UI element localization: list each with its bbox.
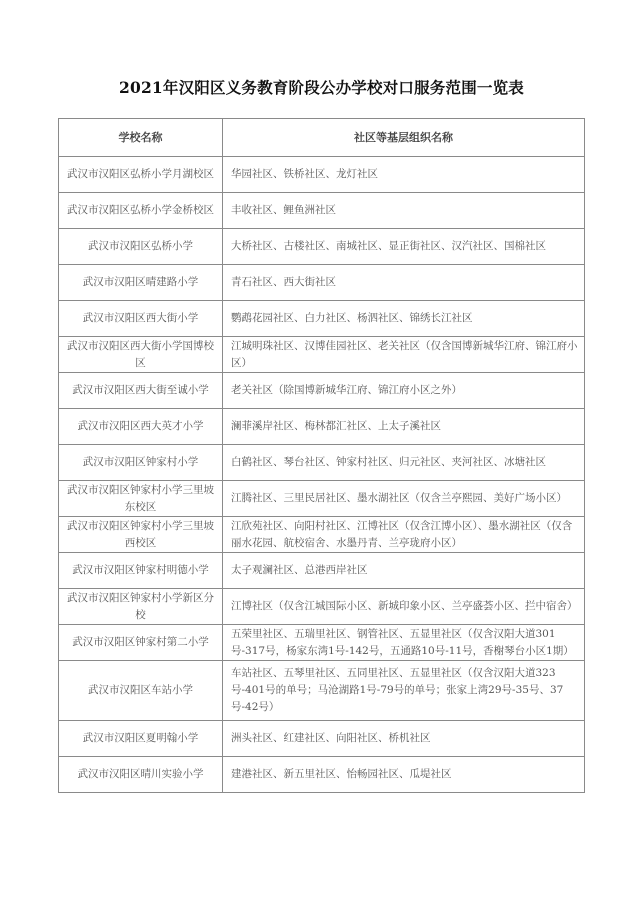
- community-cell: 五荣里社区、五瑞里社区、钢管社区、五显里社区（仅含汉阳大道301号-317号，杨家东湾1号-142号，五通路10号-11号，香榭琴台小区1期）: [223, 625, 585, 661]
- community-cell: 江博社区（仅含江城国际小区、新城印象小区、兰亭盛荟小区、拦中宿舍）: [223, 589, 585, 625]
- table-row: [59, 481, 585, 517]
- community-cell: 澜菲溪岸社区、梅林都汇社区、上太子溪社区: [223, 409, 585, 445]
- table-row: [59, 229, 585, 265]
- school-name-cell: 武汉市汉阳区夏明翰小学: [59, 721, 223, 757]
- table-row: [59, 721, 585, 757]
- table-row: [59, 337, 585, 373]
- table-row: [59, 661, 585, 721]
- school-name-cell: 武汉市汉阳区钟家村明德小学: [59, 553, 223, 589]
- community-cell: 太子观澜社区、总港西岸社区: [223, 553, 585, 589]
- school-name-cell: 武汉市汉阳区弘桥小学: [59, 229, 223, 265]
- school-name-cell: 武汉市汉阳区西大街至诚小学: [59, 373, 223, 409]
- community-cell: 车站社区、五琴里社区、五同里社区、五显里社区（仅含汉阳大道323号-401号的单号；马沧湖路1号-79号的单号；张家上湾29号-35号、37号-42号）: [223, 661, 585, 721]
- community-cell: 大桥社区、古楼社区、南城社区、显正街社区、汉汽社区、国棉社区: [223, 229, 585, 265]
- community-cell: 华园社区、铁桥社区、龙灯社区: [223, 157, 585, 193]
- community-cell: 江城明珠社区、汉博佳园社区、老关社区（仅含国博新城华江府、锦江府小区）: [223, 337, 585, 373]
- school-name-cell: 武汉市汉阳区钟家村小学三里坡东校区: [59, 481, 223, 517]
- service-scope-table: [58, 118, 585, 793]
- school-name-cell: 武汉市汉阳区钟家村小学三里坡西校区: [59, 517, 223, 553]
- table-row: [59, 373, 585, 409]
- community-cell: 丰收社区、鲤鱼洲社区: [223, 193, 585, 229]
- table-row: [59, 589, 585, 625]
- community-cell: 白鹤社区、琴台社区、钟家村社区、归元社区、夹河社区、冰塘社区: [223, 445, 585, 481]
- school-name-cell: 武汉市汉阳区钟家村小学: [59, 445, 223, 481]
- school-name-cell: 武汉市汉阳区钟家村第二小学: [59, 625, 223, 661]
- table-row: [59, 445, 585, 481]
- table-row: [59, 757, 585, 793]
- header-school-name: 学校名称: [59, 119, 223, 157]
- school-name-cell: 武汉市汉阳区弘桥小学金桥校区: [59, 193, 223, 229]
- school-name-cell: 武汉市汉阳区西大街小学国博校区: [59, 337, 223, 373]
- header-community-name: 社区等基层组织名称: [223, 119, 585, 157]
- school-name-cell: 武汉市汉阳区钟家村小学新区分校: [59, 589, 223, 625]
- school-name-cell: 武汉市汉阳区西大街小学: [59, 301, 223, 337]
- community-cell: 青石社区、西大街社区: [223, 265, 585, 301]
- table-row: [59, 265, 585, 301]
- school-name-cell: 武汉市汉阳区晴川实验小学: [59, 757, 223, 793]
- school-name-cell: 武汉市汉阳区弘桥小学月湖校区: [59, 157, 223, 193]
- table-row: [59, 553, 585, 589]
- table-row: [59, 409, 585, 445]
- table-header-row: [59, 119, 585, 157]
- table-row: [59, 157, 585, 193]
- community-cell: 洲头社区、红建社区、向阳社区、桥机社区: [223, 721, 585, 757]
- school-name-cell: 武汉市汉阳区西大英才小学: [59, 409, 223, 445]
- community-cell: 江欣苑社区、向阳村社区、江博社区（仅含江博小区）、墨水湖社区（仅含丽水花园、航校宿舍、水墨丹青、兰亭珑府小区）: [223, 517, 585, 553]
- community-cell: 建港社区、新五里社区、怡畅园社区、瓜堤社区: [223, 757, 585, 793]
- school-name-cell: 武汉市汉阳区车站小学: [59, 661, 223, 721]
- page-title: 2021年汉阳区义务教育阶段公办学校对口服务范围一览表: [118, 78, 525, 97]
- table-row: [59, 625, 585, 661]
- table-row: [59, 301, 585, 337]
- table-row: [59, 193, 585, 229]
- community-cell: 江腾社区、三里民居社区、墨水湖社区（仅含兰亭熙园、美好广场小区）: [223, 481, 585, 517]
- school-name-cell: 武汉市汉阳区晴建路小学: [59, 265, 223, 301]
- community-cell: 老关社区（除国博新城华江府、锦江府小区之外）: [223, 373, 585, 409]
- table-row: [59, 517, 585, 553]
- community-cell: 鹦鹉花园社区、白力社区、杨泗社区、锦绣长江社区: [223, 301, 585, 337]
